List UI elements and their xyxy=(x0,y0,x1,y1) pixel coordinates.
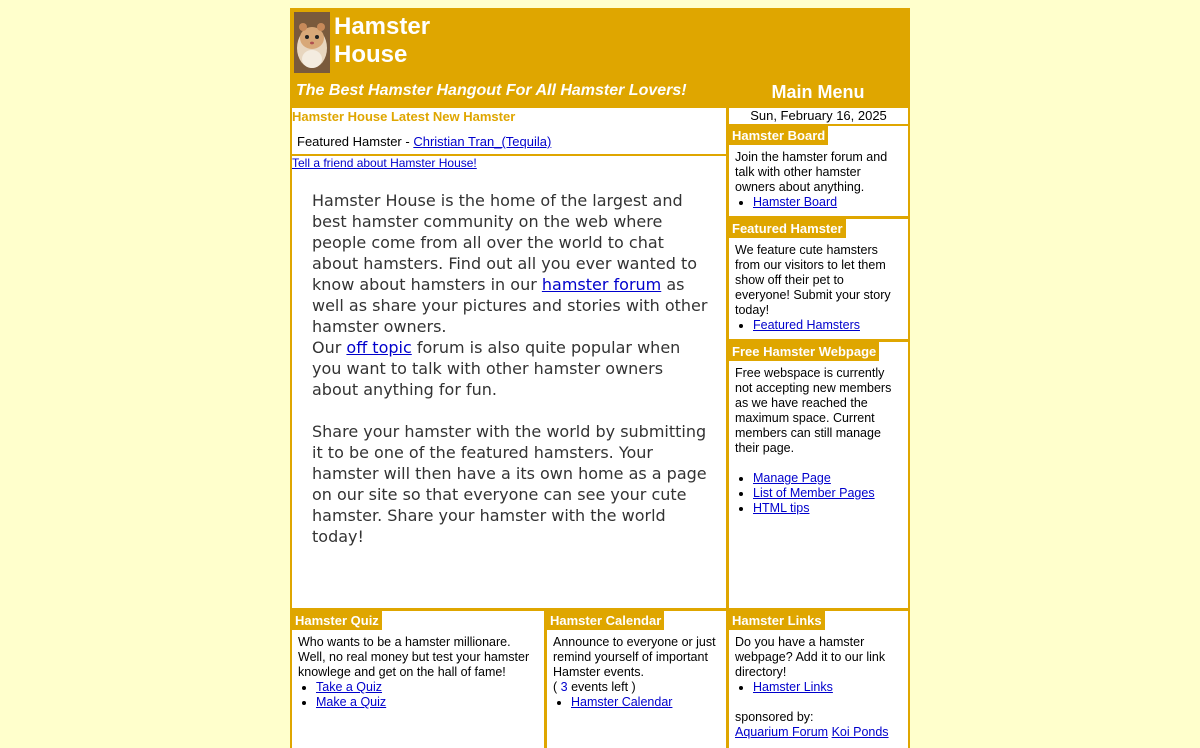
hamster-forum-link[interactable]: hamster forum xyxy=(541,275,662,294)
free-webpage-links xyxy=(735,471,901,516)
take-quiz-link[interactable]: Take a Quiz xyxy=(316,680,383,694)
free-webpage-box xyxy=(729,342,908,608)
featured-hamster-link[interactable]: Christian Tran_(Tequila) xyxy=(413,134,552,149)
list-item xyxy=(753,318,901,333)
featured-hamster-label: Featured Hamster - xyxy=(297,134,414,149)
events-suffix: events left ) xyxy=(567,680,636,694)
featured-hamster-box xyxy=(729,219,908,339)
list-item xyxy=(753,486,901,501)
hamster-calendar-title: Hamster Calendar xyxy=(547,611,664,630)
list-item xyxy=(753,195,901,210)
html-tips-link[interactable]: HTML tips xyxy=(753,501,810,515)
current-date: Sun, February 16, 2025 xyxy=(729,108,908,124)
latest-hamster-heading: Hamster House Latest New Hamster xyxy=(292,109,516,124)
featured-hamster-text: We feature cute hamsters from our visitors to let them show off their pet to everyone! Submit your story today! xyxy=(735,243,891,317)
hamster-quiz-links xyxy=(298,680,540,710)
hamster-calendar-box xyxy=(547,611,726,748)
intro-paragraph-1 xyxy=(312,190,708,337)
list-item xyxy=(316,695,540,710)
list-item xyxy=(753,680,901,695)
hamster-links-list xyxy=(735,680,901,695)
featured-hamsters-link[interactable]: Featured Hamsters xyxy=(753,318,860,332)
intro-text-2b: forum is also quite popular when you want to talk with other hamster owners about anything for fun. xyxy=(312,338,681,399)
main-content-panel xyxy=(292,156,726,608)
free-webpage-text: Free webspace is currently not accepting new members as we have reached the maximum space. Current members can still manage their page. xyxy=(735,366,892,455)
manage-page-link[interactable]: Manage Page xyxy=(753,471,831,485)
events-left xyxy=(553,680,719,695)
events-count-link[interactable]: 3 xyxy=(560,680,568,694)
hamster-calendar-text: Announce to everyone or just remind yourself of important Hamster events. xyxy=(553,635,716,679)
koi-ponds-link[interactable]: Koi Ponds xyxy=(831,725,889,739)
hamster-board-link[interactable]: Hamster Board xyxy=(753,195,838,209)
featured-hamster-line xyxy=(297,134,551,149)
make-quiz-link[interactable]: Make a Quiz xyxy=(316,695,387,709)
hamster-board-links xyxy=(735,195,901,210)
list-item xyxy=(571,695,719,710)
hamster-board-text: Join the hamster forum and talk with other hamster owners about anything. xyxy=(735,150,888,194)
intro-paragraph-3: Share your hamster with the world by submitting it to be one of the featured hamsters. Your hamster will then have a its own home as a page on our site so that everyone can see your cute hamster. Share your hamster with the world today! xyxy=(312,422,707,546)
off-topic-link[interactable]: off topic xyxy=(346,338,412,357)
hamster-board-title: Hamster Board xyxy=(729,126,828,145)
hamster-calendar-links xyxy=(553,695,719,710)
hamster-quiz-title: Hamster Quiz xyxy=(292,611,382,630)
intro-text-2a: Our xyxy=(312,338,347,357)
hamster-quiz-text: Who wants to be a hamster millionare. Well, no real money but test your hamster knowlege and get on the hall of fame! xyxy=(298,635,530,679)
hamster-links-box xyxy=(729,611,908,748)
list-item xyxy=(753,501,901,516)
latest-hamster-panel xyxy=(292,108,726,154)
free-webpage-title: Free Hamster Webpage xyxy=(729,342,879,361)
page-container xyxy=(290,8,910,748)
intro-text xyxy=(312,190,708,547)
hamster-photo-icon xyxy=(294,12,330,73)
sponsored-label: sponsored by: xyxy=(735,710,814,724)
hamster-quiz-box xyxy=(292,611,544,748)
tagline: The Best Hamster Hangout For All Hamster Lovers! xyxy=(296,82,687,99)
tell-a-friend-link[interactable]: Tell a friend about Hamster House! xyxy=(292,156,477,170)
events-prefix: ( xyxy=(553,680,561,694)
hamster-logo xyxy=(294,12,330,73)
featured-hamster-title: Featured Hamster xyxy=(729,219,846,238)
featured-hamster-links xyxy=(735,318,901,333)
aquarium-forum-link[interactable]: Aquarium Forum xyxy=(735,725,829,739)
intro-text-1a: Hamster House is the home of the largest and best hamster community on the web where people come from all over the world to chat about hamsters. Find out all you ever wanted to know about hamsters in our xyxy=(312,191,698,294)
hamster-calendar-link[interactable]: Hamster Calendar xyxy=(571,695,673,709)
hamster-links-text: Do you have a hamster webpage? Add it to our link directory! xyxy=(735,635,886,679)
sponsor-links xyxy=(735,725,901,740)
member-pages-link[interactable]: List of Member Pages xyxy=(753,486,875,500)
intro-text-1b: as well as share your pictures and stories with other hamster owners. xyxy=(312,275,708,336)
hamster-board-box xyxy=(729,126,908,216)
list-item xyxy=(316,680,540,695)
hamster-links-title: Hamster Links xyxy=(729,611,825,630)
site-title: Hamster House xyxy=(334,13,431,68)
list-item xyxy=(753,471,901,486)
main-menu-heading: Main Menu xyxy=(771,82,865,102)
intro-paragraph-2 xyxy=(312,337,708,400)
hamster-links-link[interactable]: Hamster Links xyxy=(753,680,833,694)
